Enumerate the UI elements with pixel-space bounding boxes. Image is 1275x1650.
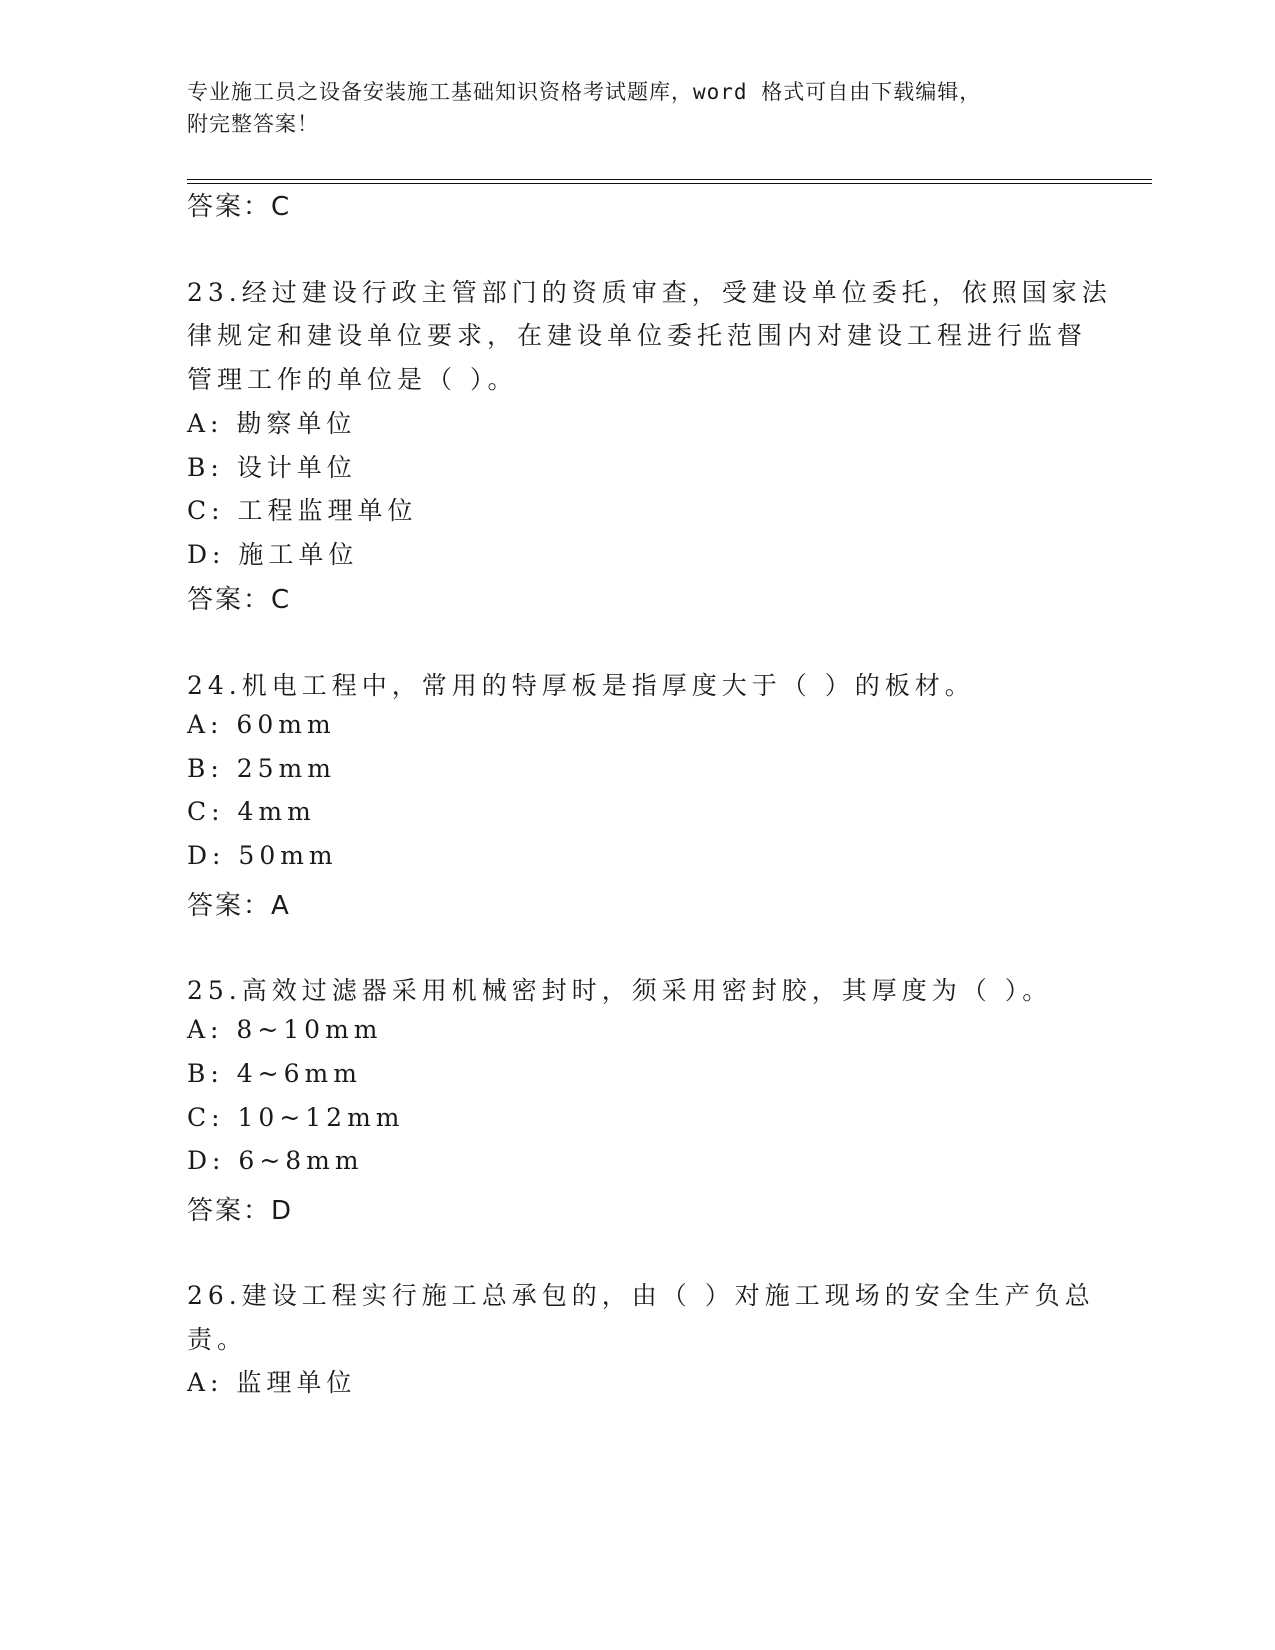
header-divider-bottom	[187, 183, 1152, 184]
header-line-2: 附完整答案！	[187, 112, 319, 136]
question-26-stem-line-1: 26.建设工程实行施工总承包的，由（ ）对施工现场的安全生产负总	[187, 1281, 1095, 1310]
question-24-option-b: B: 25mm	[187, 754, 336, 783]
question-25-stem-line-1: 25.高效过滤器采用机械密封时，须采用密封胶，其厚度为（ ）。	[187, 976, 1053, 1005]
question-26-option-a: A: 监理单位	[187, 1368, 357, 1397]
header-divider-top	[187, 179, 1152, 180]
question-23-option-d: D: 施工单位	[187, 540, 359, 569]
question-23-stem-line-3: 管理工作的单位是（ ）。	[187, 365, 518, 394]
previous-answer: 答案：C	[187, 192, 292, 222]
question-23-option-a: A: 勘察单位	[187, 409, 357, 438]
header-line-1: 专业施工员之设备安装施工基础知识资格考试题库，word 格式可自由下载编辑，	[187, 80, 982, 104]
question-24-option-c: C: 4mm	[187, 797, 316, 826]
question-23-stem-line-2: 律规定和建设单位要求，在建设单位委托范围内对建设工程进行监督	[187, 321, 1088, 350]
question-23-option-c: C: 工程监理单位	[187, 496, 418, 525]
question-23-answer: 答案：C	[187, 585, 292, 615]
question-24-answer: 答案：A	[187, 891, 291, 921]
question-26-stem-line-2: 责。	[187, 1325, 248, 1354]
question-25-option-d: D: 6~8mm	[187, 1146, 364, 1175]
question-25-option-b: B: 4~6mm	[187, 1059, 362, 1088]
question-25-option-c: C: 10~12mm	[187, 1103, 405, 1132]
question-23-stem-line-1: 23.经过建设行政主管部门的资质审查，受建设单位委托，依照国家法	[187, 278, 1112, 307]
question-25-option-a: A: 8~10mm	[187, 1015, 383, 1044]
question-25-answer: 答案：D	[187, 1196, 294, 1226]
question-24-stem-line-1: 24.机电工程中，常用的特厚板是指厚度大于（ ）的板材。	[187, 671, 975, 700]
question-23-option-b: B: 设计单位	[187, 453, 357, 482]
document-header	[187, 76, 1087, 140]
question-24-option-a: A: 60mm	[187, 710, 336, 739]
question-24-option-d: D: 50mm	[187, 841, 338, 870]
